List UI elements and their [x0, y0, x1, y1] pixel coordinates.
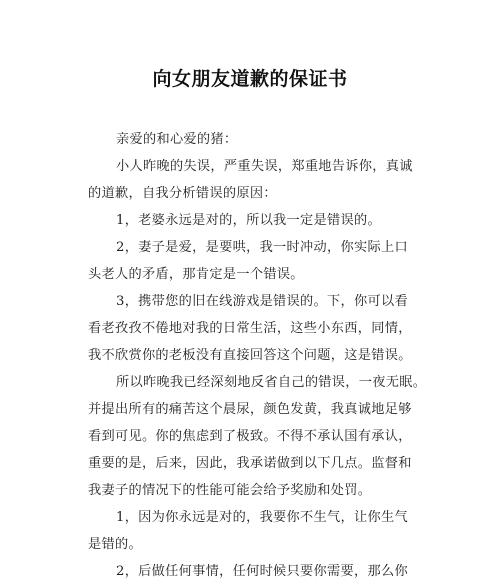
text-line: 我不欣赏你的老板没有直接回答这个问题，这是错误。 [88, 348, 412, 363]
document-title: 向女朋友道歉的保证书 [152, 68, 348, 90]
text-line: 头老人的矛盾，那肯定是一个错误。 [88, 267, 304, 282]
text-line: 看老孜孜不倦地对我的日常生活，这些小东西，同情， [88, 321, 412, 336]
text-line: 小人昨晚的失误，严重失误，郑重地告诉你，真诚 [116, 159, 413, 174]
text-line: 1，老婆永远是对的，所以我一定是错误的。 [116, 213, 381, 228]
text-line: 我妻子的情况下的性能可能会给予奖励和处罚。 [88, 483, 372, 498]
text-line: 2，妻子是爱，是要哄，我一时冲动，你实际上口 [116, 240, 408, 255]
text-line: 3，携带您的旧在线游戏是错误的。下，你可以看 [116, 294, 408, 309]
text-line: 是错的。 [88, 537, 142, 552]
text-line: 的道歉，自我分析错误的原因： [88, 186, 277, 201]
text-line: 看到可见。你的焦虑到了极致。不得不承认国有承认， [88, 429, 412, 444]
text-line: 亲爱的和心爱的猪： [116, 132, 238, 147]
text-line: 重要的是，后来，因此，我承诺做到以下几点。监督和 [88, 456, 412, 471]
text-line: 并提出所有的痛苦这个晨尿，颜色发黄，我真诚地足够 [88, 402, 412, 417]
text-line: 所以昨晚我已经深刻地反省自己的错误，一夜无眠。 [116, 375, 427, 390]
text-line: 2，后做任何事情，任何时候只要你需要，那么你 [116, 564, 408, 579]
text-line: 1，因为你永远是对的，我要你不生气，让你生气 [116, 510, 408, 525]
document-body [88, 126, 427, 585]
